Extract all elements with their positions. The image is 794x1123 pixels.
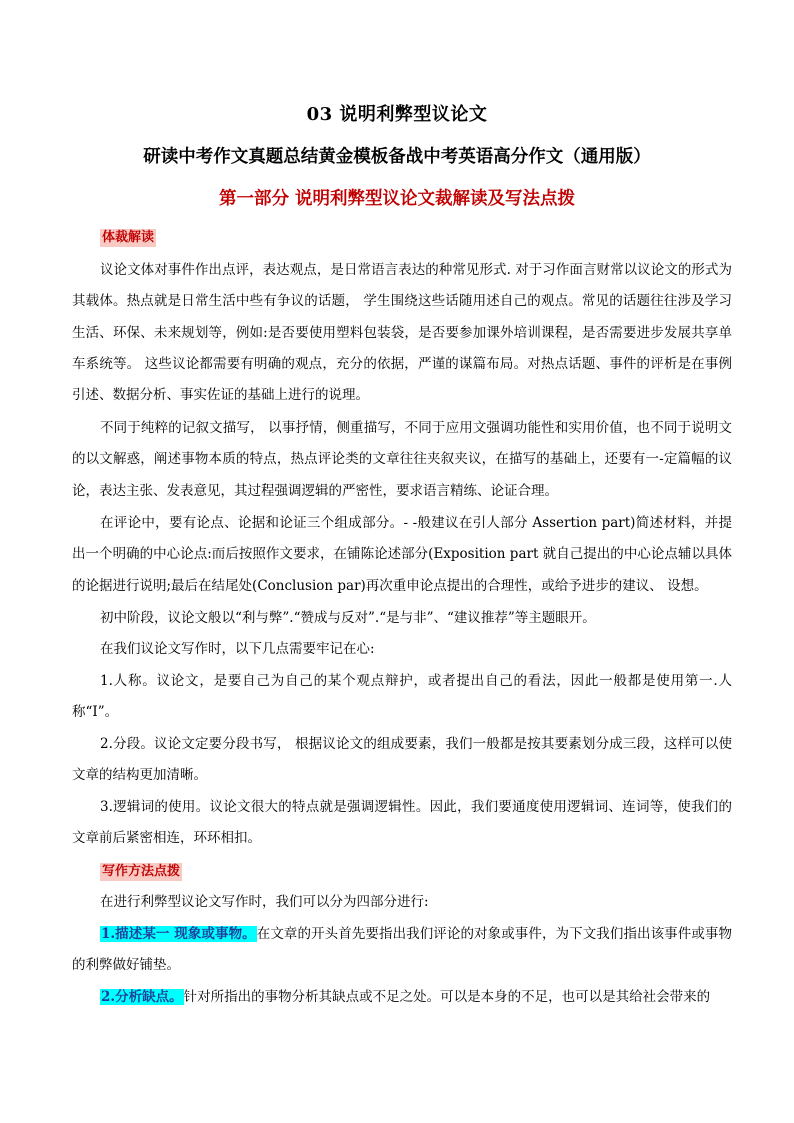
paragraph-step-analyze [72, 982, 732, 1013]
paragraph-comparison: 不同于纯粹的记叙文描写， 以事抒情，侧重描写，不同于应用文强调功能性和实用价值，也不同于说明文的以文解惑，阐述事物本质的特点，热点评论类的文章往往夹叙夹议，在描写的基础上，还要有一-定篇幅的议论，表达主张、发表意见，其过程强调逻辑的严密性，要求语言精练、论证合理。 [72, 420, 732, 499]
step-analyze-text: 针对所指出的事物分析其缺点或不足之处。可以是本身的不足，也可以是其给社会带来的 [183, 989, 711, 1005]
step-analyze-highlight: 2.分析缺点。 [101, 989, 183, 1005]
step-describe-text: 在文章的开头首先要指出我们评论的对象或事件，为下文我们指出该事件或事物的利弊做好铺垫。 [72, 926, 733, 974]
paragraph-point-person: 1.人称。议论文，是要自己为自己的某个观点辩护，或者提出自己的看法，因此一般都是使用第一.人称“I”。 [72, 673, 732, 721]
paragraph-step-describe [72, 919, 732, 982]
paragraph-remember: 在我们议论文写作时，以下几点需要牢记在心: [100, 641, 375, 657]
document-title: 03 说明利弊型议论文 [306, 104, 488, 125]
paragraph-point-sections: 2.分段。议论文定要分段书写， 根据议论文的组成要素，我们一般都是按其要素划分成三段，这样可以使文章的结构更加清晰。 [72, 736, 732, 784]
part-heading: 第一部分 说明利弊型议论文裁解读及写法点拨 [218, 189, 576, 209]
paragraph-structure: 在评论中，要有论点、论据和论证三个组成部分。- -般建议在引人部分 Assertion part)简述材料，并提出一个明确的中心论点:而后按照作文要求，在铺陈论述部分(Exposition part 就自己提出的中心论点辅以具体的论据进行说明;最后在结尾处(Conclusion par)再次重申论点提出的合理性，或给予进步的建议、 设想。 [72, 515, 732, 594]
section-label-method: 写作方法点拨 [102, 864, 181, 879]
paragraph-intro: 议论文体对事件作出点评，表达观点，是日常语言表达的种常见形式. 对于习作面言财常以议论文的形式为其载体。热点就是日常生活中些有争议的话题， 学生围绕这些话随用述自己的观点。常见的话题往往涉及学习生活、环保、未来规划等，例如:是否要使用塑料包装袋，是否要参加课外培训课程，是否需要进步发展共享单车系统等。 这些议论都需要有明确的观点，充分的依据，严谨的谋篇布局。对热点话题、事件的评析是在事例引述、数据分析、事实佐证的基础上进行的说理。 [72, 262, 732, 404]
document-subtitle: 研读中考作文真题总结黄金模板备战中考英语高分作文（通用版） [143, 147, 651, 167]
step-describe-highlight: 1.描述某一 现象或事物。 [101, 926, 256, 942]
paragraph-themes: 初中阶段，议论文般以“利与弊”.“赞成与反对”.“是与非”、“建议推荐”等主题眼开。 [100, 610, 596, 626]
section-label-genre: 体裁解读 [102, 230, 155, 245]
paragraph-four-parts: 在进行利弊型议论文写作时，我们可以分为四部分进行: [100, 894, 429, 910]
paragraph-point-logic: 3.逻辑词的使用。议论文很大的特点就是强调逻辑性。因此，我们要通度使用逻辑词、连词等，使我们的文章前后紧密相连，环环相扣。 [72, 799, 732, 847]
